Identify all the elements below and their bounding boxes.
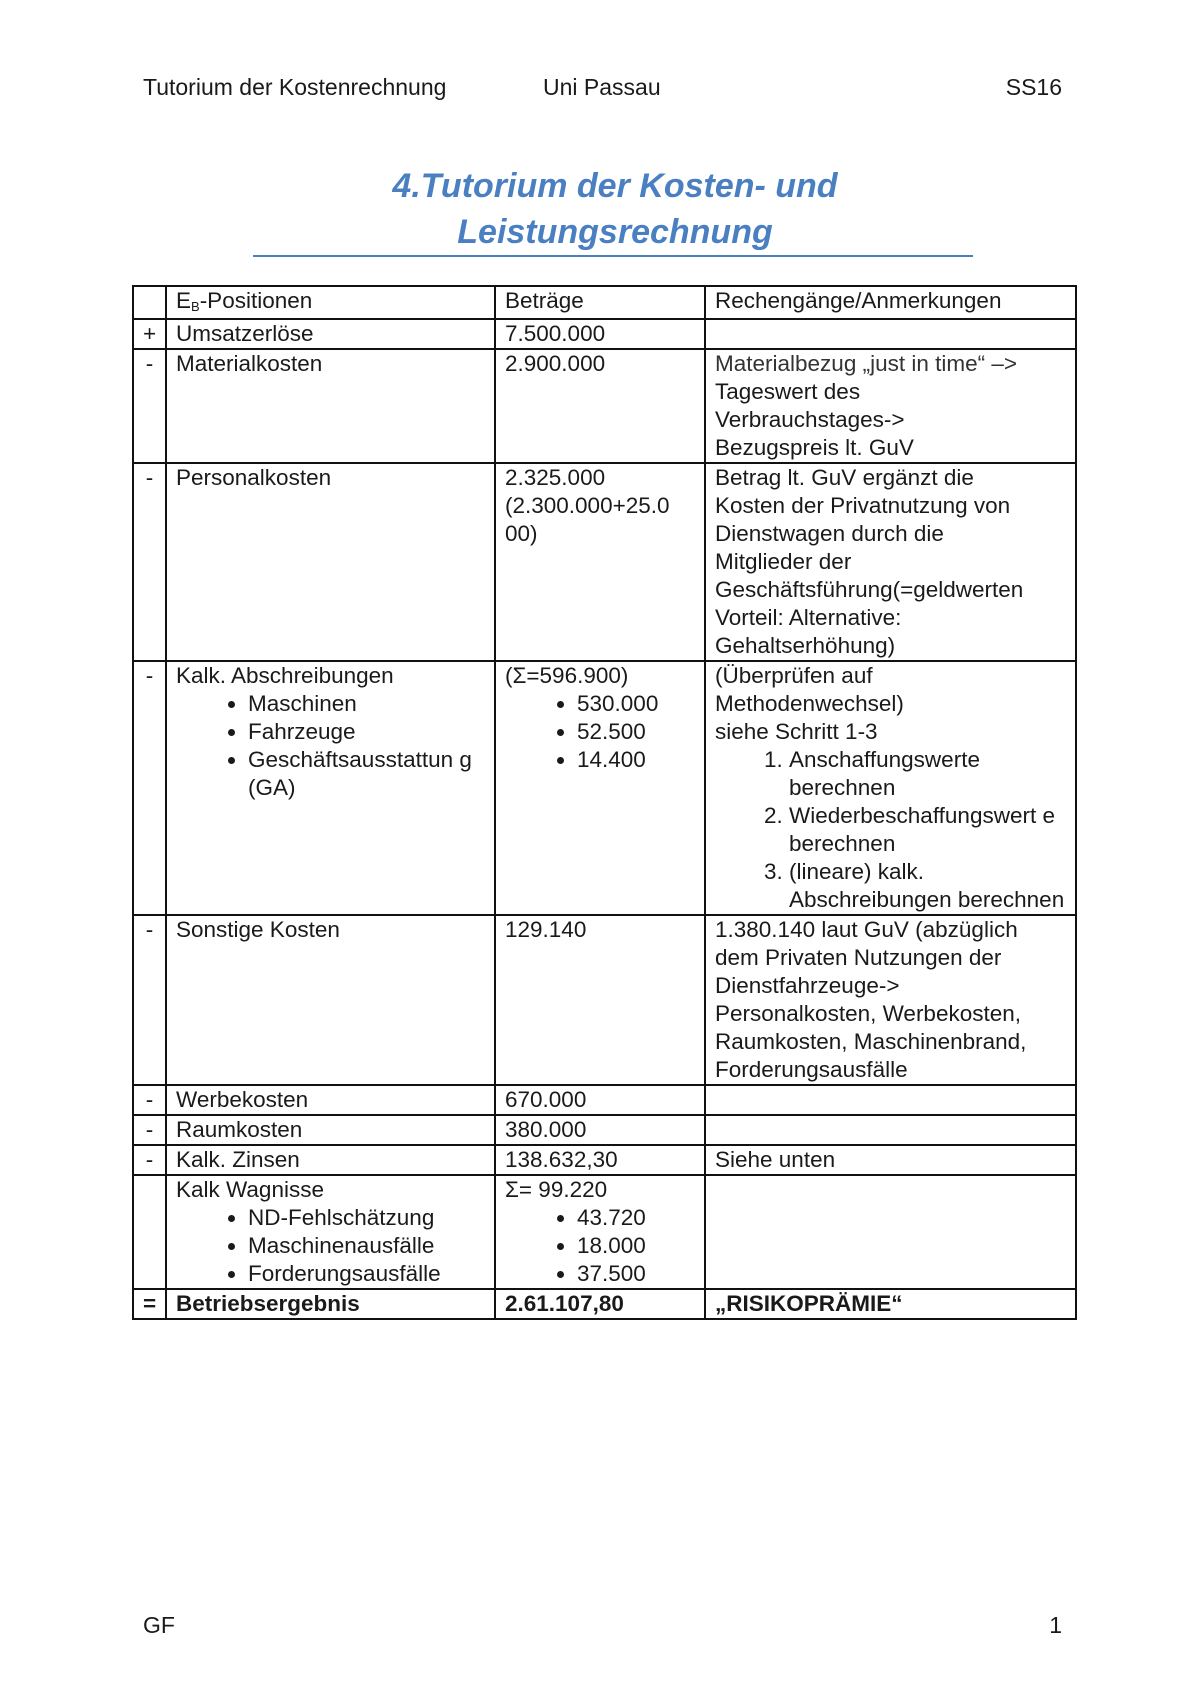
row-amount: [495, 463, 705, 661]
row-notes: [705, 1115, 1076, 1145]
amount-line: 00): [505, 521, 538, 546]
title-line-2: Leistungsrechnung: [457, 213, 773, 251]
row-sign: -: [133, 661, 166, 915]
row-position: Betriebsergebnis: [166, 1289, 495, 1319]
header-university: Uni Passau: [543, 74, 661, 100]
row-notes: [705, 661, 1076, 915]
row-sign: +: [133, 319, 166, 349]
note-line: 1.380.140 laut GuV (abzüglich: [715, 917, 1018, 942]
row-position: Raumkosten: [166, 1115, 495, 1145]
page-number: 1: [1049, 1612, 1062, 1638]
row-sign: -: [133, 915, 166, 1085]
row-sign: [133, 1175, 166, 1289]
row-position: Personalkosten: [166, 463, 495, 661]
note-line: Materialbezug „just in time“ –>: [715, 351, 1018, 376]
note-line: Forderungsausfälle: [715, 1057, 908, 1082]
row-position: Sonstige Kosten: [166, 915, 495, 1085]
note-line: Dienstwagen durch die: [715, 521, 944, 546]
row-position: [166, 661, 495, 915]
column-header-notes: Rechengänge/Anmerkungen: [705, 286, 1076, 319]
note-line: Geschäftsführung(=geldwerten: [715, 577, 1024, 602]
row-position: [166, 1175, 495, 1289]
list-item: • Maschinenausfälle: [248, 1232, 485, 1260]
amount-line: (2.300.000+25.0: [505, 493, 670, 518]
list-item: • ND-Fehlschätzung: [248, 1204, 485, 1232]
list-item: • 52.500: [577, 718, 695, 746]
position-subitems: [176, 1204, 485, 1288]
row-notes: [705, 349, 1076, 463]
note-line: Raumkosten, Maschinenbrand,: [715, 1029, 1027, 1054]
note-line: Gehaltserhöhung): [715, 633, 896, 658]
note-line: Kosten der Privatnutzung von: [715, 493, 1011, 518]
table-row: [133, 661, 1076, 915]
row-amount: 129.140: [495, 915, 705, 1085]
row-notes: Siehe unten: [705, 1145, 1076, 1175]
table-row: [133, 349, 1076, 463]
header-course: Tutorium der Kostenrechnung: [143, 74, 447, 100]
row-position: Werbekosten: [166, 1085, 495, 1115]
row-sign: -: [133, 1145, 166, 1175]
note-line: Verbrauchstages->: [715, 407, 905, 432]
row-position: Materialkosten: [166, 349, 495, 463]
table-header-row: [133, 286, 1076, 319]
steps-list: [715, 746, 1066, 914]
table-row: [133, 915, 1076, 1085]
note-line: Vorteil: Alternative:: [715, 605, 902, 630]
row-amount: 670.000: [495, 1085, 705, 1115]
row-notes: [705, 1175, 1076, 1289]
column-header-positions: $E_B$-Positionen: [166, 286, 495, 319]
note-line: siehe Schritt 1-3: [715, 719, 878, 744]
row-notes: [705, 915, 1076, 1085]
note-line: Mitglieder der: [715, 549, 852, 574]
page-title: [255, 163, 975, 255]
amount-line: 2.325.000: [505, 465, 606, 490]
table-row: [133, 1115, 1076, 1145]
note-line: Betrag lt. GuV ergänzt die: [715, 465, 974, 490]
row-notes: [705, 1085, 1076, 1115]
list-item: • Fahrzeuge: [248, 718, 485, 746]
row-amount: [495, 1175, 705, 1289]
row-sign: -: [133, 1115, 166, 1145]
row-notes: [705, 463, 1076, 661]
table-cell: [133, 286, 166, 319]
row-sign: -: [133, 349, 166, 463]
list-item: • Maschinen: [248, 690, 485, 718]
row-notes: „RISIKOPRÄMIE“: [705, 1289, 1076, 1319]
note-line: Personalkosten, Werbekosten,: [715, 1001, 1022, 1026]
header-semester: SS16: [1005, 74, 1062, 100]
row-amount: 138.632,30: [495, 1145, 705, 1175]
list-item: • 14.400: [577, 746, 695, 774]
note-line: Tageswert des: [715, 379, 861, 404]
list-item: • 18.000: [577, 1232, 695, 1260]
row-amount: 2.900.000: [495, 349, 705, 463]
note-line: Bezugspreis lt. GuV: [715, 435, 914, 460]
list-item: 3. (lineare) kalk. Abschreibungen berechnen: [789, 858, 1066, 914]
row-sign: -: [133, 1085, 166, 1115]
title-line-1: 4.Tutorium der Kosten- und: [392, 167, 838, 205]
list-item: 1. Anschaffungswerte berechnen: [789, 746, 1066, 802]
amount-total: Σ= 99.220: [505, 1177, 608, 1202]
row-amount: 7.500.000: [495, 319, 705, 349]
column-header-amounts: Beträge: [495, 286, 705, 319]
list-item: • Forderungsausfälle: [248, 1260, 485, 1288]
list-item: • Geschäftsausstattun g (GA): [248, 746, 485, 802]
row-position: Kalk. Zinsen: [166, 1145, 495, 1175]
position-label: Kalk Wagnisse: [176, 1177, 324, 1202]
table-row: [133, 1085, 1076, 1115]
row-sign: =: [133, 1289, 166, 1319]
list-item: • 43.720: [577, 1204, 695, 1232]
note-line: (Überprüfen auf: [715, 663, 873, 688]
list-item: • 37.500: [577, 1260, 695, 1288]
footer-author: GF: [143, 1612, 175, 1638]
row-position: Umsatzerlöse: [166, 319, 495, 349]
table-row: [133, 1145, 1076, 1175]
amount-subitems: [505, 690, 695, 774]
row-amount: 2.61.107,80: [495, 1289, 705, 1319]
table-row: [133, 1175, 1076, 1289]
amount-total: (Σ=596.900): [505, 663, 629, 688]
cost-table: [132, 285, 1077, 1320]
row-amount: 380.000: [495, 1115, 705, 1145]
row-amount: [495, 661, 705, 915]
table-row: [133, 319, 1076, 349]
list-item: 2. Wiederbeschaffungswert e berechnen: [789, 802, 1066, 858]
list-item: • 530.000: [577, 690, 695, 718]
title-underline: [253, 255, 973, 257]
position-subitems: [176, 690, 485, 802]
row-sign: -: [133, 463, 166, 661]
row-notes: [705, 319, 1076, 349]
note-line: dem Privaten Nutzungen der: [715, 945, 1002, 970]
note-line: Dienstfahrzeuge->: [715, 973, 900, 998]
amount-subitems: [505, 1204, 695, 1288]
position-label: Kalk. Abschreibungen: [176, 663, 394, 688]
note-line: Methodenwechsel): [715, 691, 904, 716]
table-row: [133, 463, 1076, 661]
table-total-row: [133, 1289, 1076, 1319]
